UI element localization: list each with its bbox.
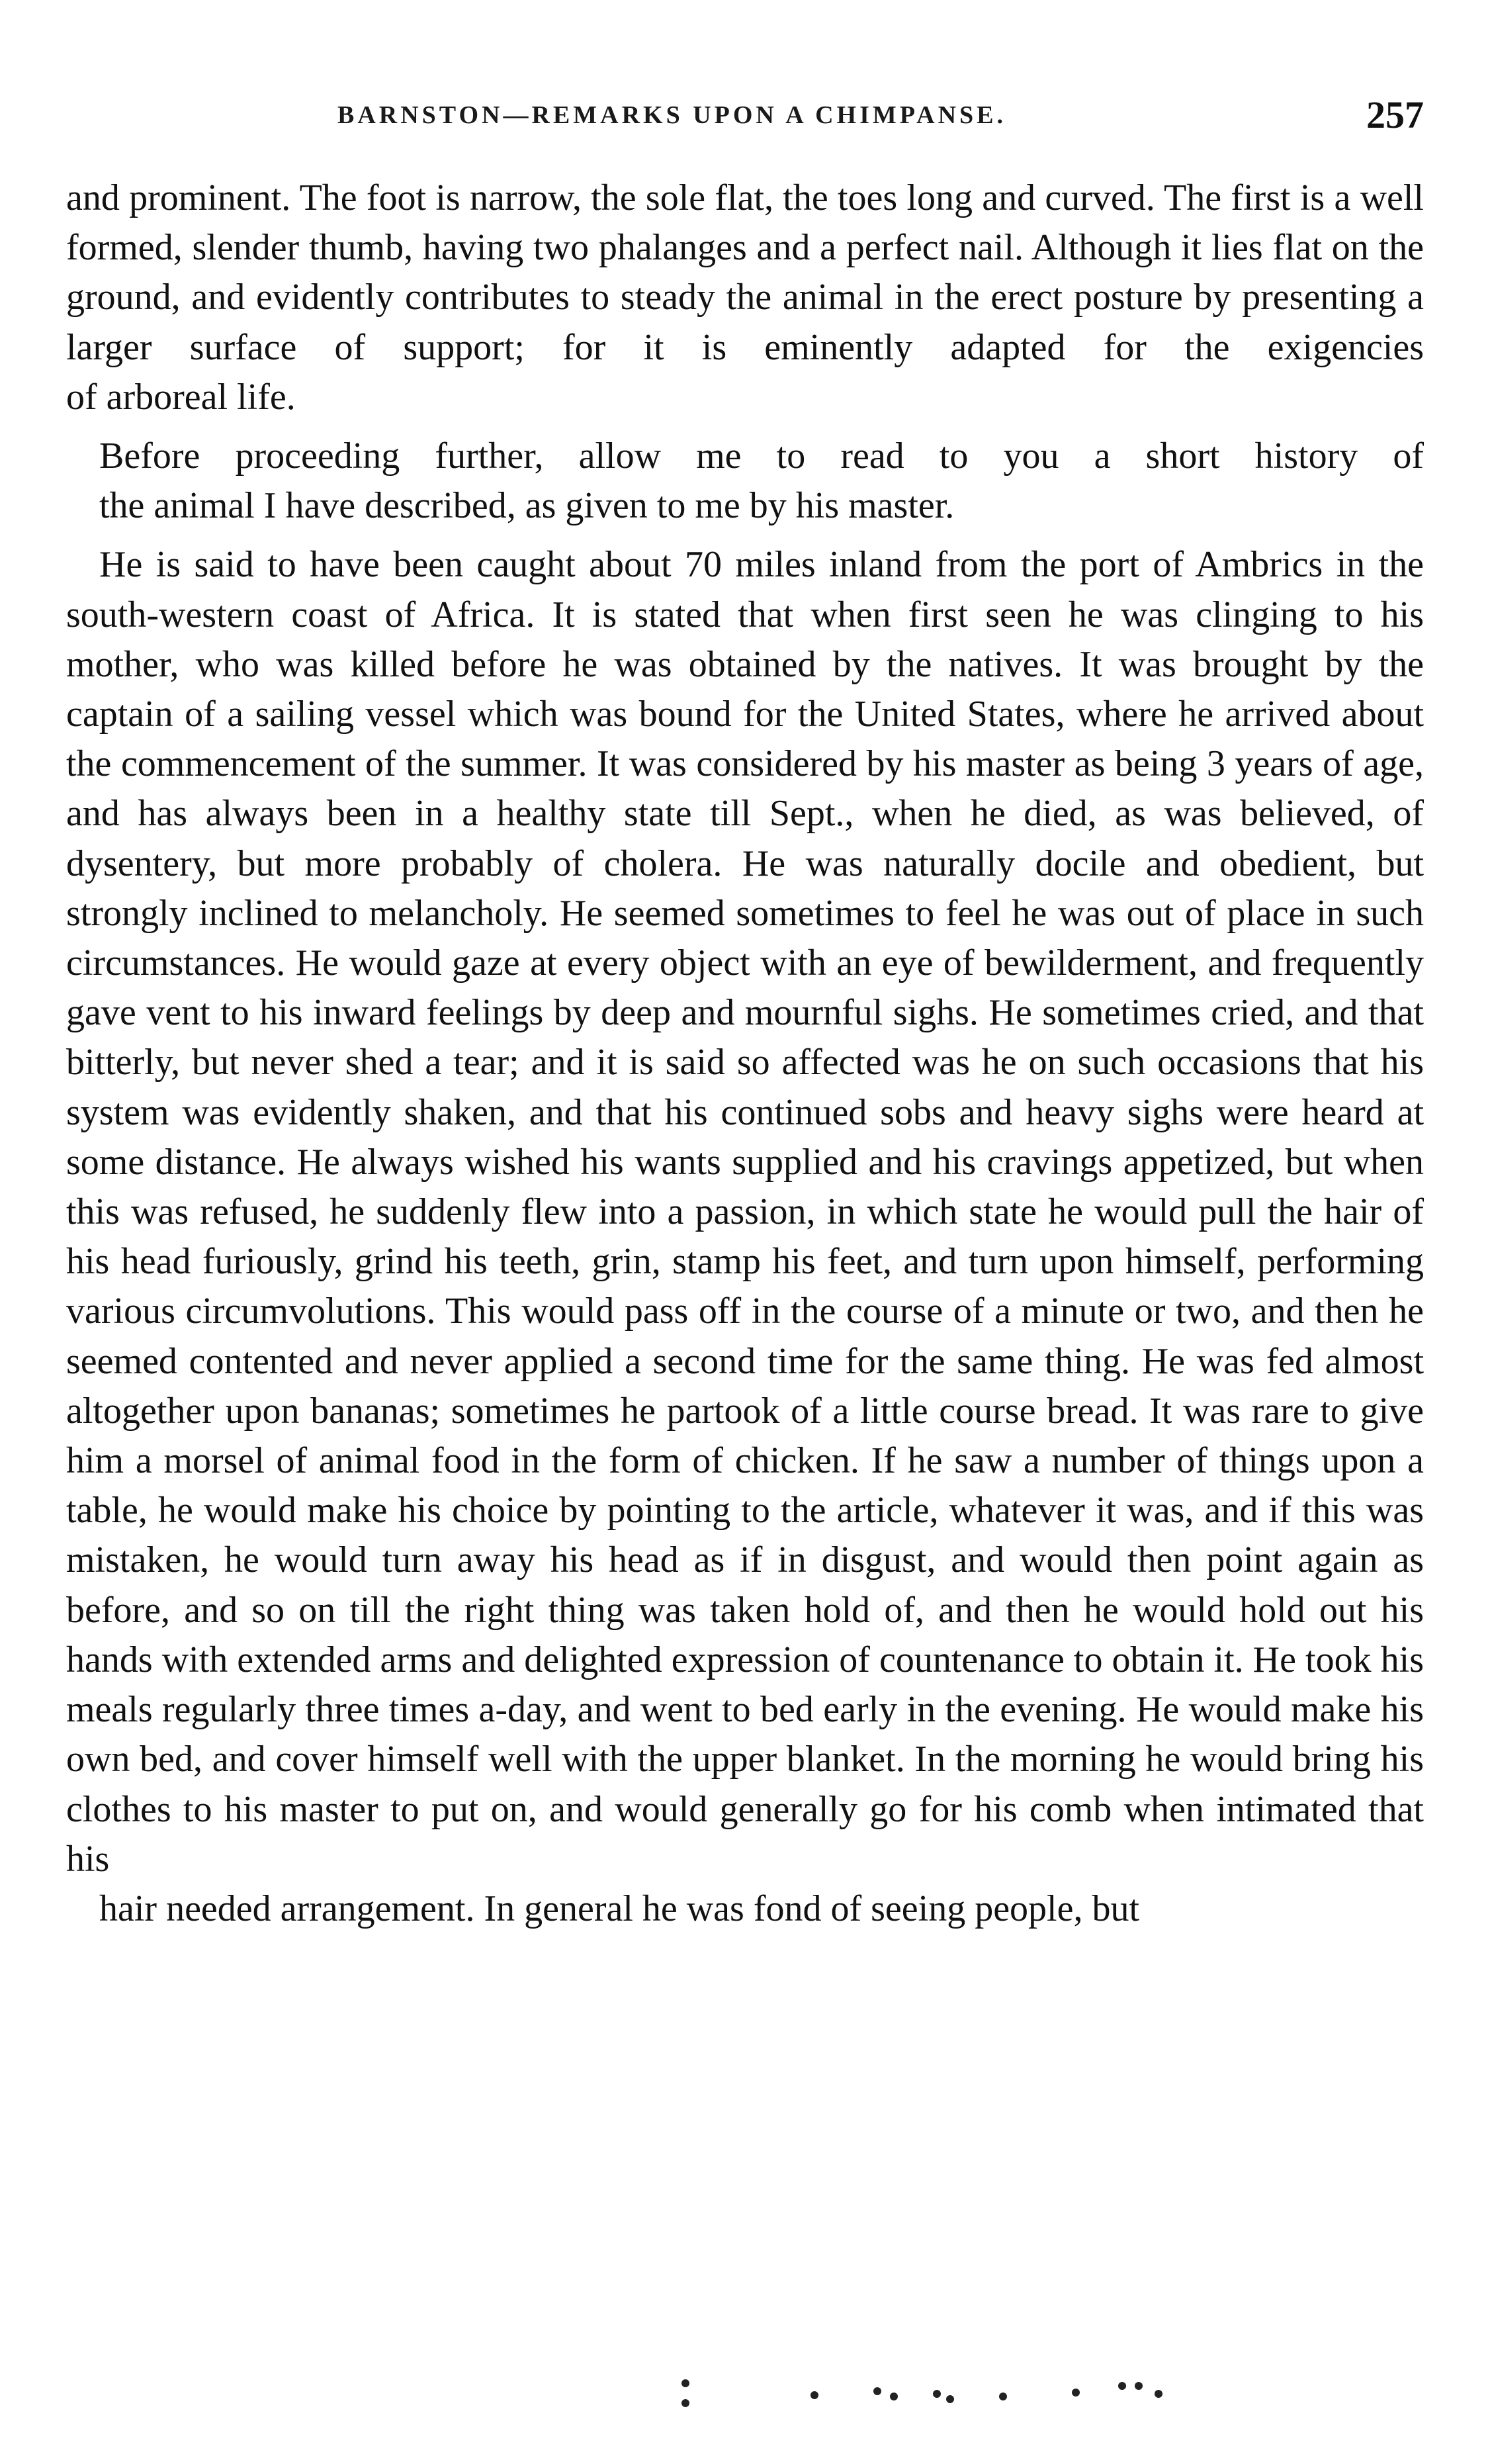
speck — [999, 2393, 1007, 2400]
paragraph-last-line: of arboreal life. — [66, 376, 296, 418]
speck — [1155, 2390, 1162, 2398]
speck — [933, 2390, 941, 2398]
paragraph-last-line: the animal I have described, as given to me by his master. — [99, 485, 955, 527]
paragraph-history-intro — [66, 432, 1424, 531]
paragraph-foot-description — [66, 173, 1424, 422]
speck — [890, 2393, 898, 2400]
speck — [1118, 2382, 1126, 2390]
speck — [946, 2395, 954, 2403]
page-header — [66, 93, 1424, 146]
speck — [681, 2399, 689, 2407]
paragraph-text: He is said to have been caught about 70 miles inland from the port of Ambrics in the south-western coast of Africa. It is stated that when first seen he was clinging to his mother, who was killed before he was obtained by the natives. It was brought by the captain of a sailing vessel which was bound for the United States, where he arrived about the commencement of the summer. It was considered by his master as being 3 years of age, and has always been in a healthy state till Sept., when he died, as was believed, of dysentery, but more probably of cholera. He was naturally docile and obedient, but strongly inclined to melancholy. He seemed sometimes to feel he was out of place in such circumstances. He would gaze at every object with an eye of bewilderment, and frequently gave vent to his inward feelings by deep and mournful sighs. He sometimes cried, and that bitterly, but never shed a tear; and it is said so affected was he on such occasions that his system was evidently shaken, and that his continued sobs and heavy sighs were heard at some distance. He always wished his wants supplied and his cravings appetized, but when this was refused, he suddenly flew into a passion, in which state he would pull the hair of his head furiously, grind his teeth, grin, stamp his feet, and turn upon himself, performing various circumvolutions. This would pass off in the course of a minute or two, and then he seemed contented and never applied a second time for the same thing. He was fed almost altogether upon bananas; sometimes he partook of a little course bread. It was rare to give him a morsel of animal food in the form of chicken. If he saw a number of things upon a table, he would make his choice by pointing to the article, whatever it was, and if this was mistaken, he would turn away his head as if in disgust, and would then point again as before, and so on till the right thing was taken hold of, and then he would hold out his hands with extended arms and delighted expression of countenance to obtain it. He took his meals regularly three times a-day, and went to bed early in the evening. He would make his own bed, and cover himself well with the upper blanket. In the morning he would bring his clothes to his master to put on, and would generally go for his comb when intimated that his — [66, 544, 1424, 1880]
paragraph-history — [66, 540, 1424, 1934]
speck — [811, 2391, 818, 2399]
speck — [873, 2387, 881, 2395]
speck — [681, 2379, 689, 2387]
paragraph-last-line: hair needed arrangement. In general he was fond of seeing people, but — [99, 1888, 1140, 1929]
page-number: 257 — [1366, 93, 1424, 136]
speck — [1072, 2389, 1080, 2396]
paragraph-text: and prominent. The foot is narrow, the sole flat, the toes long and curved. The first is a well formed, slender thumb, having two phalanges and a perfect nail. Although it lies flat on the ground, and evidently contributes to steady the animal in the erect posture by presenting a larger surface of support; for it is eminently adapted for the exigencies — [66, 177, 1424, 368]
paragraph-text: Before proceeding further, allow me to read to you a short history of — [99, 435, 1424, 477]
speck — [1135, 2382, 1143, 2390]
body-text — [66, 173, 1424, 1943]
print-specks — [662, 2373, 1191, 2412]
running-title: BARNSTON—REMARKS UPON A CHIMPANSE. — [337, 101, 1007, 129]
